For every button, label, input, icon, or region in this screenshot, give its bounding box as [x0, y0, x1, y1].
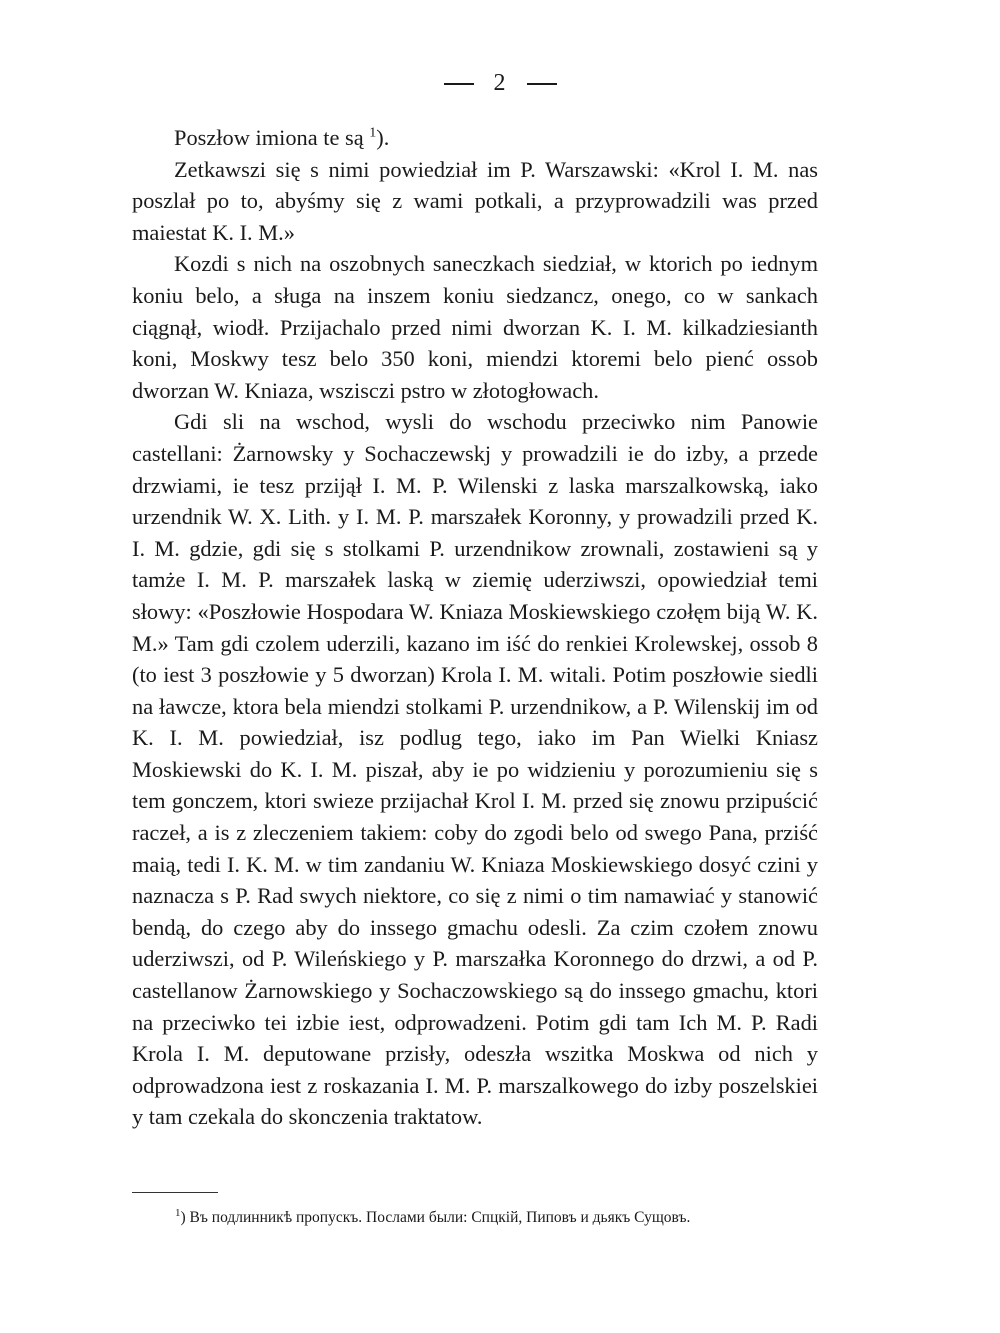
page-number-text: 2 [493, 70, 507, 96]
paragraph-4: Gdi sli na wschod, wysli do wschodu przeciwko nim Panowie castellani: Żarnowsky y Sochaczewskj y prowadzili ie do izby, a przede drzwiami, ie tesz przijął I. M. P. Wilenski z laska marszalkowską, iako urzendnik W. X. Lith. y I. M. P. marszałek Koronny, y prowadzili przed K. I. M. gdzie, gdi się s stolkami P. urzendnikow zrownali, zostawieni są y tamże I. M. P. marszałek laską w ziemię uderziwszi, opowiedział temi słowy: «Poszłowie Hospodara W. Kniaza Moskiewskiego czołęm biją W. K. M.» Tam gdi czolem uderzili, kazano im iść do renkiei Krolewskej, ossob 8 (to iest 3 poszłowie y 5 dworzan) Krola I. M. witali. Potim poszłowie siedli na ławcze, ktora bela miendzi stolkami P. urzendnikow, a P. Wilenskij im od K. I. M. powiedział, isz podlug tego, iako im Pan Wielki Kniasz Moskiewski do K. I. M. piszał, aby ie po widzieniu y porozumieniu się s tem gonczem, ktori swieze przijachał Krol I. M. przed się znowu przipuścić raczeł, a is z zleczeniem takiem: coby do zgodi belo od swego Pana, prziść maią, tedi I. K. M. w tim zandaniu W. Kniaza Moskiewskiego dosyć czini y naznacza s P. Rad swych niektore, co się z nimi o tim namawiać y stanowić bendą, do czego aby do inssego gmachu odesli. Za czim czołem znowu uderziwszi, od P. Wileńskiego y P. marszałka Koronnego do drzwi, a od P. castellanow Żarnowskiego y Sochaczowskiego są do inssego gmachu, ktori na przeciwko tei izbie iest, odprowadzeni. Potim gdi tam Ich M. P. Radi Krola I. M. deputowane przisły, odeszła wszitka Moskwa od nich y odprowadzona iest z roskazania I. M. P. marszalkowego do izby poszelskiei y tam czekala do skonczenia traktatow. [132, 409, 818, 1130]
footnote-text: Въ подлинникѣ пропускъ. Послами были: Спцкій, Пиповъ и дьякъ Сущовъ. [189, 1209, 691, 1226]
paragraph-2: Zetkawszi się s nimi powiedział im P. Warszawski: «Krol I. M. nas poszlał po to, abyśmy się z wami potkali, a przyprowadzili was przed maiestat K. I. M.» [132, 156, 818, 245]
footnote-marker: 1 [175, 1206, 181, 1219]
footnote-divider [132, 1192, 218, 1193]
dash-left [444, 83, 474, 85]
page-number [0, 70, 1000, 97]
footnote: $^1$) Въ подлинникѣ пропускъ. Послами были: Спцкій, Пиповъ и дьякъ Сущовъ. [175, 1206, 691, 1226]
body-text [132, 122, 818, 1133]
footnote-reference: 1 [369, 125, 377, 141]
paragraph-3: Kozdi s nich na oszobnych saneczkach siedział, w ktorich po iednym koniu belo, a sługa na inszem koniu siedzancz, onego, co w sankach ciągnął, wiodł. Przijachalo przed nimi dworzan K. I. M. kilkadziesianth koni, Moskwy tesz belo 350 koni, miendzi ktoremi belo pienć ossob dworzan W. Kniaza, wszisczi pstro w złotogłowach. [132, 251, 818, 403]
paragraph-1-tail: ). [376, 125, 390, 150]
paragraph-1-text: Poszłow imiona te są [174, 125, 364, 150]
paragraph-1 [132, 122, 818, 154]
dash-right [527, 83, 557, 85]
